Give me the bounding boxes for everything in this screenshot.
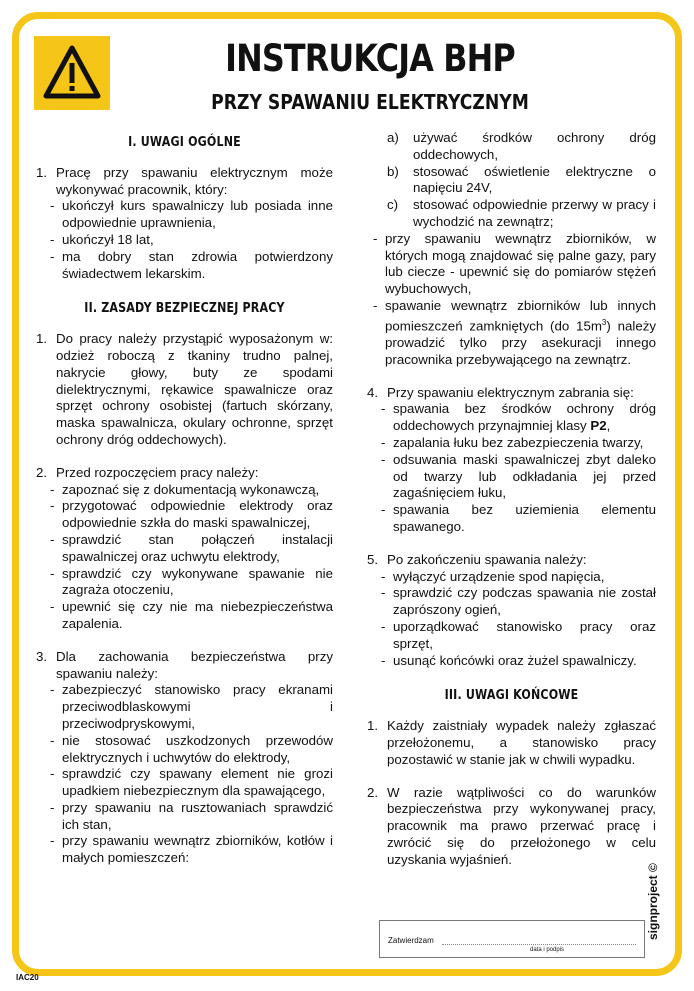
section-heading-rules: II. ZASADY BEZPIECZNEJ PRACY bbox=[84, 300, 285, 317]
signature-line bbox=[442, 944, 636, 945]
bullet-item: - ukończył 18 lat, bbox=[50, 231, 154, 247]
list-item: 1. Do pracy należy przystąpić wyposażonym w: odzież roboczą z tkaniny trudno palnej, nakrycie głowy, buty ze spodami dielektrycznymi, rękawice spawalnicze oraz sprzęt ochrony osobistej (fartuch skórzany, maska spawalnicza, okulary ochronne, sprzęt ochrony dróg oddechowych). bbox=[36, 331, 333, 447]
page-subtitle: PRZY SPAWANIU ELEKTRYCZNYM bbox=[211, 90, 529, 114]
lettered-item: b) stosować oświetlenie elektryczne o napięciu 24V, bbox=[387, 163, 656, 196]
item-text: Każdy zaistniały wypadek należy zgłaszać przełożonemu, a stanowisko pracy pozostawić w stanie jak w chwili wypadku. bbox=[387, 718, 656, 767]
signature-box[interactable] bbox=[379, 920, 645, 958]
bullet-item: - ma dobry stan zdrowia potwierdzony świadectwem lekarskim. bbox=[50, 248, 333, 281]
bullet-item: - upewnić się czy nie ma niebezpieczeństwa zapalenia. bbox=[50, 599, 333, 631]
item-text: Przed rozpoczęciem pracy należy: bbox=[56, 464, 259, 480]
item-text: Do pracy należy przystąpić wyposażonym w: odzież roboczą z tkaniny trudno palnej, nakrycie głowy, buty ze spodami dielektrycznymi, rękawice spawalnicze oraz sprzęt ochrony osobistej (fartuch skórzany, maska spawalnicza, okulary ochronne, sprzęt ochrony dróg oddechowych). bbox=[56, 331, 333, 447]
bullet-item: - odsuwania maski spawalniczej zbyt daleko od twarzy lub odkładania jej przed zagaśnięciem łuku, bbox=[381, 451, 656, 501]
bullet-item: - przygotować odpowiednie elektrody oraz odpowiednie szkła do maski spawalniczej, bbox=[50, 498, 333, 531]
page-title: INSTRUKCJA BHP bbox=[225, 37, 515, 80]
bullet-item: - przy spawaniu wewnątrz zbiorników, w których mogą znajdować się palne gazy, pary lub ciecze - upewnić się do pomiarów stężeń wybuchowych, bbox=[373, 230, 656, 297]
lettered-item: a) używać środków ochrony dróg oddechowych, bbox=[387, 130, 656, 162]
list-item bbox=[36, 165, 333, 199]
lettered-item: c) stosować odpowiednie przerwy w pracy i wychodzić na zewnątrz; bbox=[387, 197, 656, 229]
bullet-item: - zabezpieczyć stanowisko pracy ekranami przeciwodblaskowymi i przeciwodpryskowymi, bbox=[50, 682, 333, 731]
left-column bbox=[36, 128, 333, 867]
bullet-item: - przy spawaniu na rusztowaniach sprawdzić ich stan, bbox=[50, 799, 333, 832]
brand-mark: signproject © bbox=[646, 863, 660, 940]
item-text: W razie wątpliwości co do warunków bezpieczeństwa przy wykonywanej pracy, pracownik ma prawo przerwać pracę i zwrócić się do przełożonego w celu uzyskania wyjaśnień. bbox=[387, 784, 656, 867]
warning-triangle-icon bbox=[34, 36, 110, 110]
list-item: 1. Każdy zaistniały wypadek należy zgłaszać przełożonemu, a stanowisko pracy pozostawić w stanie jak w chwili wypadku. bbox=[367, 718, 656, 767]
list-item: 2. Przed rozpoczęciem pracy należy: bbox=[36, 465, 333, 482]
warning-badge bbox=[34, 36, 110, 110]
bullet-item: - spawania bez środków ochrony dróg oddechowych przynajmniej klasy P2, bbox=[381, 401, 656, 434]
bullet-item: - usunąć końcówki oraz żużel spawalniczy. bbox=[381, 652, 637, 668]
bullet-item: - wyłączyć urządzenie spod napięcia, bbox=[381, 568, 605, 584]
section-heading-final: III. UWAGI KOŃCOWE bbox=[444, 687, 579, 704]
item-text: Po zakończeniu spawania należy: bbox=[387, 551, 587, 567]
bullet-item: - sprawdzić czy wykonywane spawanie nie zagraża otoczeniu, bbox=[50, 565, 333, 598]
item-text: Pracę przy spawaniu elektrycznym może wykonywać pracownik, który: bbox=[56, 164, 333, 197]
bullet-item: - spawanie wewnątrz zbiorników lub innych pomieszczeń zamkniętych (do $15m^3$) należy prowadzić tylko przy asekuracji innego pracownika przebywającego na zewnątrz. bbox=[373, 297, 657, 367]
product-code: IAC20 bbox=[16, 973, 39, 982]
list-item: 2. W razie wątpliwości co do warunków bezpieczeństwa przy wykonywanej pracy, pracownik ma prawo przerwać pracę i zwrócić się do przełożonego w celu uzyskania wyjaśnień. bbox=[367, 784, 656, 867]
bullet-item: - spawania bez uziemienia elementu spawanego. bbox=[381, 502, 656, 534]
item-text: Dla zachowania bezpieczeństwa przy spawaniu należy: bbox=[56, 648, 333, 681]
item-number: 1. bbox=[36, 164, 48, 180]
bullet-item: - zapoznać się z dokumentacją wykonawczą, bbox=[50, 481, 320, 497]
section-heading-general: I. UWAGI OGÓLNE bbox=[128, 134, 241, 150]
list-item: 4. Przy spawaniu elektrycznym zabrania się: bbox=[367, 385, 656, 402]
list-item: 5. Po zakończeniu spawania należy: bbox=[367, 552, 656, 569]
bullet-item: - przy spawaniu wewnątrz zbiorników, kotłów i małych pomieszczeń: bbox=[50, 833, 333, 866]
list-item: 3. Dla zachowania bezpieczeństwa przy spawaniu należy: bbox=[36, 648, 333, 681]
bullet-item: - sprawdzić czy spawany element nie grozi upadkiem niebezpiecznym dla spawającego, bbox=[50, 766, 333, 799]
signature-caption: data i podpis bbox=[529, 947, 565, 953]
bullet-item: - zapalania łuku bez zabezpieczenia twarzy, bbox=[381, 434, 644, 450]
bullet-item: - sprawdzić stan połączeń instalacji spawalniczej oraz uchwytu elektrody, bbox=[50, 531, 333, 564]
signature-label: Zatwierdzam bbox=[388, 936, 434, 945]
bullet-item: - uporządkować stanowisko pracy oraz sprzęt, bbox=[381, 618, 656, 651]
item-text: Przy spawaniu elektrycznym zabrania się: bbox=[387, 384, 634, 400]
right-column bbox=[367, 130, 656, 869]
bullet-item: - nie stosować uszkodzonych przewodów elektrycznych i uchwytów do elektrody, bbox=[50, 732, 333, 765]
bullet-item: - sprawdzić czy podczas spawania nie został zaprószony ogień, bbox=[381, 585, 656, 618]
bullet-item: - ukończył kurs spawalniczy lub posiada inne odpowiednie uprawnienia, bbox=[50, 198, 333, 231]
